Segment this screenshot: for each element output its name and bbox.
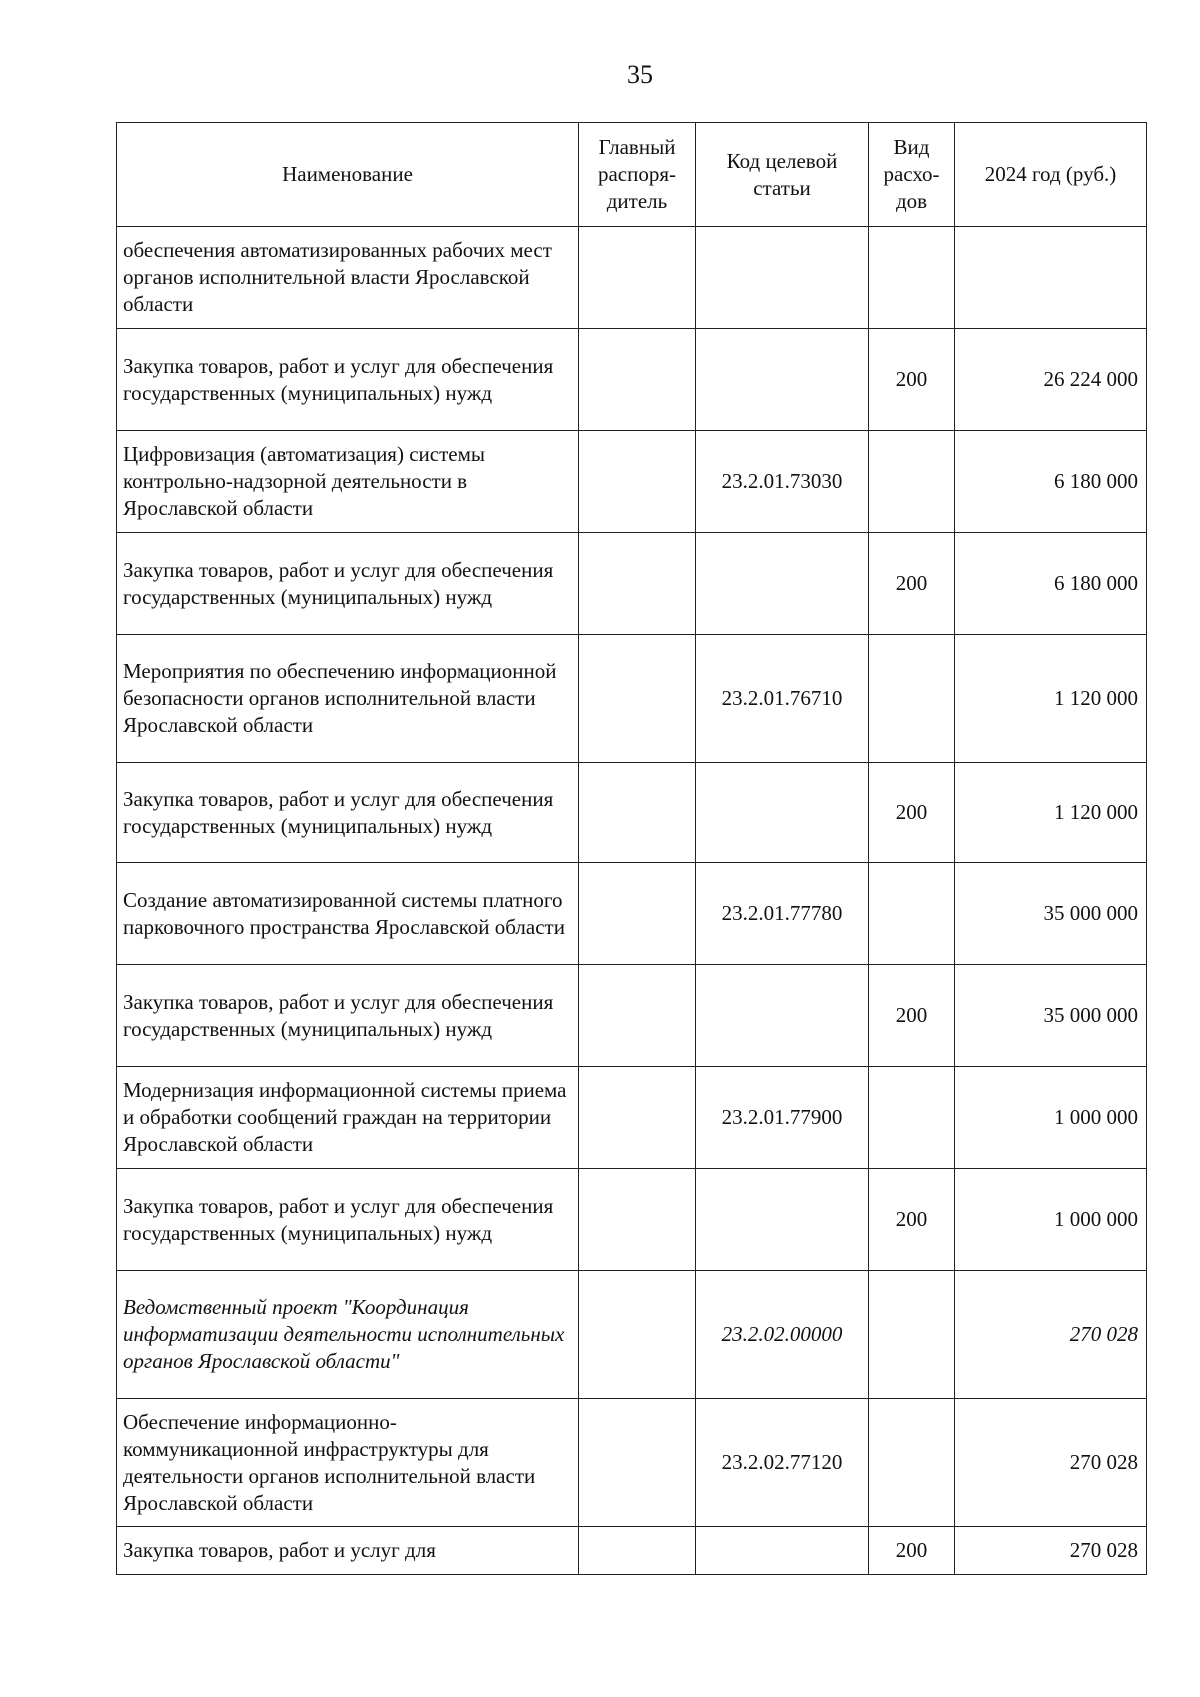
table-row	[117, 965, 1147, 1067]
cell-code: 23.2.02.00000	[696, 1271, 869, 1399]
cell-kind: 200	[869, 1527, 955, 1575]
cell-code	[696, 533, 869, 635]
table-row	[117, 1399, 1147, 1527]
cell-code: 23.2.01.73030	[696, 431, 869, 533]
cell-manager	[579, 533, 696, 635]
cell-amount: 1 120 000	[955, 635, 1147, 763]
cell-code: 23.2.01.77900	[696, 1067, 869, 1169]
header-manager: Главный распоря-дитель	[579, 123, 696, 227]
cell-amount: 1 120 000	[955, 763, 1147, 863]
cell-amount: 1 000 000	[955, 1169, 1147, 1271]
table-row	[117, 1271, 1147, 1399]
table-row	[117, 763, 1147, 863]
budget-table	[116, 122, 1147, 1575]
header-kind: Вид расхо-дов	[869, 123, 955, 227]
cell-name: Цифровизация (автоматизация) системы контрольно-надзорной деятельности в Ярославской области	[117, 431, 579, 533]
cell-amount: 6 180 000	[955, 431, 1147, 533]
table-row	[117, 227, 1147, 329]
cell-manager	[579, 965, 696, 1067]
cell-kind	[869, 635, 955, 763]
cell-amount: 1 000 000	[955, 1067, 1147, 1169]
table-row	[117, 863, 1147, 965]
cell-code	[696, 1527, 869, 1575]
cell-manager	[579, 1067, 696, 1169]
cell-amount	[955, 227, 1147, 329]
header-code: Код целевой статьи	[696, 123, 869, 227]
cell-name: обеспечения автоматизированных рабочих мест органов исполнительной власти Ярославской области	[117, 227, 579, 329]
header-amount: 2024 год (руб.)	[955, 123, 1147, 227]
cell-manager	[579, 1169, 696, 1271]
table-body	[117, 227, 1147, 1575]
header-name: Наименование	[117, 123, 579, 227]
cell-name: Закупка товаров, работ и услуг для обеспечения государственных (муниципальных) нужд	[117, 533, 579, 635]
table-row	[117, 1169, 1147, 1271]
table-row	[117, 635, 1147, 763]
cell-name: Закупка товаров, работ и услуг для обеспечения государственных (муниципальных) нужд	[117, 1169, 579, 1271]
cell-name: Создание автоматизированной системы платного парковочного пространства Ярославской области	[117, 863, 579, 965]
cell-amount: 35 000 000	[955, 965, 1147, 1067]
cell-amount: 270 028	[955, 1399, 1147, 1527]
cell-manager	[579, 1271, 696, 1399]
cell-manager	[579, 763, 696, 863]
cell-manager	[579, 635, 696, 763]
cell-kind: 200	[869, 965, 955, 1067]
cell-code: 23.2.02.77120	[696, 1399, 869, 1527]
cell-amount: 270 028	[955, 1271, 1147, 1399]
cell-code	[696, 227, 869, 329]
cell-code: 23.2.01.76710	[696, 635, 869, 763]
cell-manager	[579, 329, 696, 431]
cell-name: Ведомственный проект "Координация информатизации деятельности исполнительных органов Ярославской области"	[117, 1271, 579, 1399]
cell-code	[696, 329, 869, 431]
cell-amount: 26 224 000	[955, 329, 1147, 431]
cell-kind	[869, 227, 955, 329]
cell-code: 23.2.01.77780	[696, 863, 869, 965]
cell-name: Мероприятия по обеспечению информационной безопасности органов исполнительной власти Ярославской области	[117, 635, 579, 763]
cell-kind: 200	[869, 1169, 955, 1271]
cell-code	[696, 1169, 869, 1271]
cell-manager	[579, 431, 696, 533]
cell-name: Закупка товаров, работ и услуг для обеспечения государственных (муниципальных) нужд	[117, 763, 579, 863]
cell-kind: 200	[869, 329, 955, 431]
table-header-row	[117, 123, 1147, 227]
cell-kind	[869, 863, 955, 965]
page-number: 35	[627, 60, 653, 89]
table-row	[117, 329, 1147, 431]
cell-code	[696, 763, 869, 863]
cell-kind: 200	[869, 763, 955, 863]
cell-name: Закупка товаров, работ и услуг для обеспечения государственных (муниципальных) нужд	[117, 329, 579, 431]
cell-kind	[869, 1067, 955, 1169]
cell-manager	[579, 863, 696, 965]
cell-kind: 200	[869, 533, 955, 635]
table-row	[117, 431, 1147, 533]
cell-name: Закупка товаров, работ и услуг для	[117, 1527, 579, 1575]
cell-kind	[869, 431, 955, 533]
cell-manager	[579, 1399, 696, 1527]
cell-name: Закупка товаров, работ и услуг для обеспечения государственных (муниципальных) нужд	[117, 965, 579, 1067]
cell-amount: 35 000 000	[955, 863, 1147, 965]
cell-amount: 270 028	[955, 1527, 1147, 1575]
cell-name: Модернизация информационной системы приема и обработки сообщений граждан на территории Ярославской области	[117, 1067, 579, 1169]
cell-manager	[579, 227, 696, 329]
cell-code	[696, 965, 869, 1067]
table-row	[117, 533, 1147, 635]
cell-manager	[579, 1527, 696, 1575]
cell-kind	[869, 1271, 955, 1399]
table-row	[117, 1067, 1147, 1169]
cell-name: Обеспечение информационно-коммуникационной инфраструктуры для деятельности органов исполнительной власти Ярославской области	[117, 1399, 579, 1527]
table-row	[117, 1527, 1147, 1575]
cell-amount: 6 180 000	[955, 533, 1147, 635]
cell-kind	[869, 1399, 955, 1527]
